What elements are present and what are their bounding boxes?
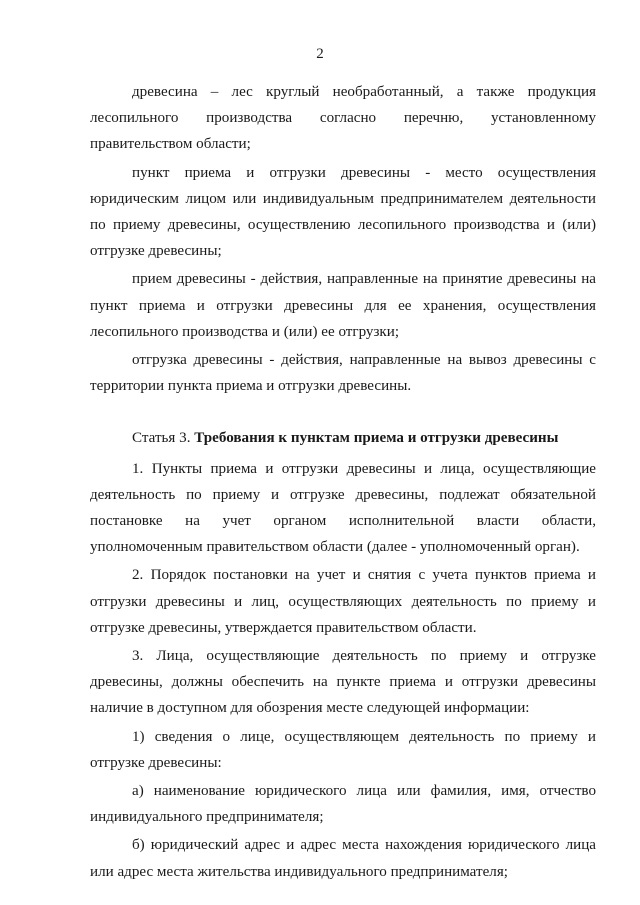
paragraph-line: юридическим лицом или индивидуальным предпринимателем деятельности <box>90 190 596 207</box>
paragraph <box>90 158 596 265</box>
paragraph-line: пункт приема и отгрузки древесины для ее хранения, осуществления <box>90 297 596 314</box>
paragraph-line: правительством области; <box>90 136 251 153</box>
paragraph <box>90 77 596 158</box>
paragraph-line: отгрузке древесины, утверждается правительством области. <box>90 619 477 636</box>
document-body <box>90 77 596 885</box>
paragraph-line: пункт приема и отгрузки древесины - место осуществления <box>132 164 596 181</box>
paragraph <box>90 722 596 776</box>
article-title: Требования к пунктам приема и отгрузки древесины <box>194 430 559 447</box>
paragraph-line: или адрес места жительства индивидуального предпринимателя; <box>90 863 508 880</box>
page-number: 2 <box>316 46 324 62</box>
paragraph-line: 1. Пункты приема и отгрузки древесины и лица, осуществляющие <box>132 460 596 477</box>
paragraph-line: 2. Порядок постановки на учет и снятия с учета пунктов приема и <box>132 567 596 584</box>
paragraph-line: деятельность по приему и отгрузке древесины, подлежат обязательной <box>90 486 596 503</box>
paragraph-line: древесина – лес круглый необработанный, а также продукция <box>132 84 596 100</box>
article-heading <box>90 425 596 451</box>
paragraph-line: отгрузки древесины и лиц, осуществляющих деятельность по приему и <box>90 593 596 610</box>
paragraph <box>90 560 596 641</box>
paragraph-line: постановке на учет органом исполнительной власти области, <box>90 513 596 530</box>
paragraph-line: индивидуального предпринимателя; <box>90 809 324 826</box>
paragraph-line: отгрузке древесины; <box>90 243 222 260</box>
paragraph <box>90 641 596 722</box>
paragraph-line: лесопильного производства согласно перечню, установленному <box>90 110 596 127</box>
paragraph-line: 1) сведения о лице, осуществляющем деятельность по приему и <box>132 728 596 745</box>
definitions-section <box>90 77 596 399</box>
paragraph-line: уполномоченным правительством области (далее - уполномоченный орган). <box>90 539 580 556</box>
paragraph-line: лесопильного производства и (или) ее отгрузки; <box>90 323 400 340</box>
paragraph-line: прием древесины - действия, направленные на принятие древесины на <box>132 271 596 288</box>
paragraph <box>90 264 596 345</box>
paragraph-line: б) юридический адрес и адрес места нахождения юридического лица <box>132 837 596 854</box>
paragraph-line: наличие в доступном для обозрения месте следующей информации: <box>90 700 530 717</box>
paragraph-line: территории пункта приема и отгрузки древесины. <box>90 378 412 395</box>
paragraph-line: древесины, должны обеспечить на пункте приема и отгрузки древесины <box>90 674 596 691</box>
article-prefix: Статья 3. <box>132 430 191 447</box>
paragraph <box>90 454 596 561</box>
article-section <box>90 454 596 885</box>
paragraph-line: а) наименование юридического лица или фамилия, имя, отчество <box>132 783 596 800</box>
paragraph <box>90 776 596 830</box>
paragraph <box>90 830 596 884</box>
paragraph <box>90 345 596 399</box>
paragraph-line: отгрузке древесины: <box>90 754 222 771</box>
paragraph-line: 3. Лица, осуществляющие деятельность по приему и отгрузке <box>132 648 596 665</box>
paragraph-line: отгрузка древесины - действия, направленные на вывоз древесины с <box>132 352 596 369</box>
paragraph-line: по приему древесины, осуществлению лесопильного производства и (или) <box>90 217 596 234</box>
